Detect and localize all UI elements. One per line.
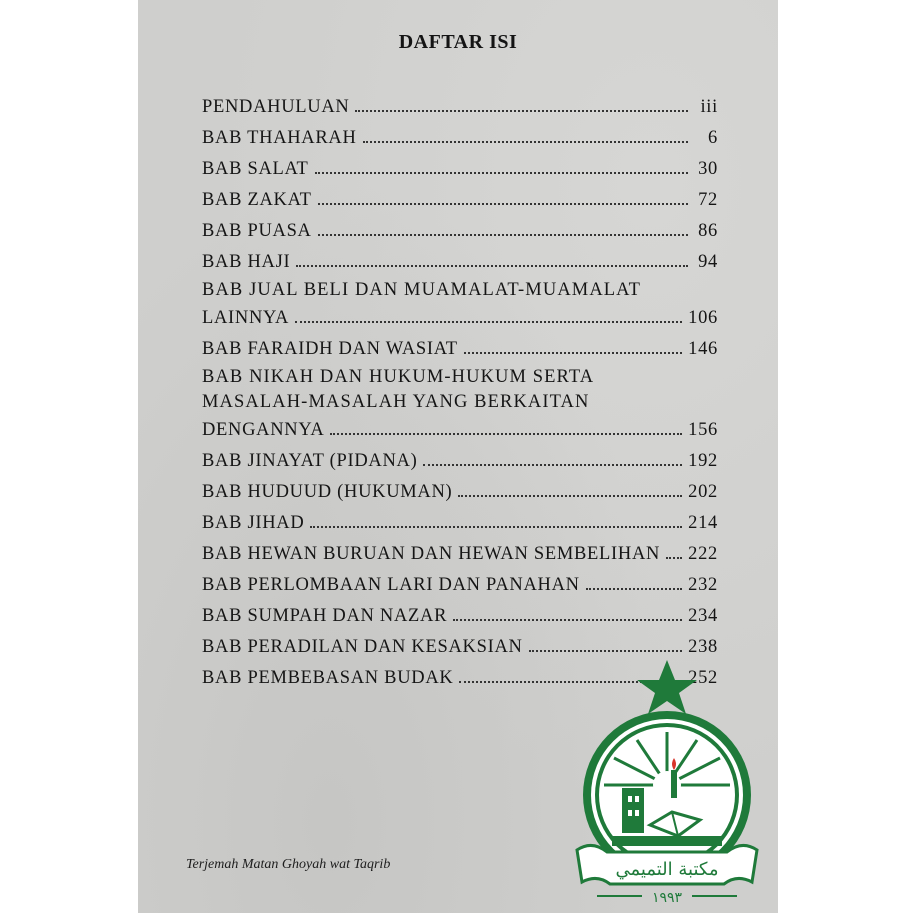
toc-page-number: 86 [698, 221, 718, 241]
toc-entry [202, 570, 718, 601]
table-of-contents [202, 92, 718, 694]
toc-entry-title: BAB PERADILAN DAN KESAKSIAN [202, 637, 523, 657]
toc-page-number: 238 [688, 637, 718, 657]
toc-entry-title-line: BAB JUAL BELI DAN MUAMALAT-MUAMALAT [202, 280, 641, 300]
toc-page-number: 192 [688, 451, 718, 471]
toc-entry-title: LAINNYA [202, 308, 290, 328]
toc-entry-title-line: MASALAH-MASALAH YANG BERKAITAN [202, 392, 590, 412]
star-icon [637, 660, 697, 714]
dot-leader [318, 203, 688, 205]
dot-leader [529, 650, 683, 652]
toc-entry-title: BAB PUASA [202, 221, 312, 241]
toc-entry [202, 539, 718, 570]
toc-entry [202, 477, 718, 508]
logo-year-text: ١٩٩٣ [651, 890, 683, 906]
toc-entry-title: BAB HEWAN BURUAN DAN HEWAN SEMBELIHAN [202, 544, 661, 564]
dot-leader [666, 557, 682, 559]
toc-entry-title: BAB ZAKAT [202, 190, 312, 210]
toc-entry-title: BAB FARAIDH DAN WASIAT [202, 339, 458, 359]
toc-entry-title: BAB PEMBEBASAN BUDAK [202, 668, 454, 688]
toc-entry-title: BAB HAJI [202, 252, 291, 272]
toc-page-number: 234 [688, 606, 718, 626]
toc-page-number: 106 [688, 308, 718, 328]
dot-leader [423, 464, 682, 466]
toc-page-number: 156 [688, 420, 718, 440]
toc-entry [202, 632, 718, 663]
toc-page-number: 146 [688, 339, 718, 359]
dot-leader [453, 619, 682, 621]
dot-leader [586, 588, 682, 590]
page-title: DAFTAR ISI [398, 31, 518, 53]
dot-leader [295, 321, 682, 323]
toc-entry [202, 601, 718, 632]
toc-page-number: 214 [688, 513, 718, 533]
toc-page-number: 252 [688, 668, 718, 688]
toc-page-number: iii [700, 97, 718, 117]
toc-entry [202, 334, 718, 365]
toc-entry-title: BAB SALAT [202, 159, 309, 179]
toc-page-number: 222 [688, 544, 718, 564]
toc-page-number: 94 [698, 252, 718, 272]
toc-entry-title-line: BAB NIKAH DAN HUKUM-HUKUM SERTA [202, 367, 595, 387]
toc-entry-title: BAB THAHARAH [202, 128, 357, 148]
toc-entry-title: BAB SUMPAH DAN NAZAR [202, 606, 448, 626]
logo-arabic-text: مكتبة التميمي [615, 859, 719, 880]
dot-leader [315, 172, 688, 174]
toc-entry [202, 216, 718, 247]
dot-leader [458, 495, 682, 497]
dot-leader [464, 352, 682, 354]
dot-leader [296, 265, 688, 267]
dot-leader [310, 526, 682, 528]
toc-entry [202, 154, 718, 185]
toc-entry [202, 508, 718, 539]
toc-entry-title: DENGANNYA [202, 420, 325, 440]
dot-leader [330, 433, 682, 435]
dot-leader [363, 141, 688, 143]
toc-entry-title: PENDAHULUAN [202, 97, 350, 117]
toc-page-number: 72 [698, 190, 718, 210]
toc-page-number: 202 [688, 482, 718, 502]
dot-leader [355, 110, 688, 112]
footer-book-title: Terjemah Matan Ghoyah wat Taqrib [186, 857, 391, 872]
toc-entry-title: BAB HUDUUD (HUKUMAN) [202, 482, 453, 502]
toc-entry-title: BAB PERLOMBAAN LARI DAN PANAHAN [202, 575, 580, 595]
toc-entry [202, 365, 718, 446]
toc-entry-title: BAB JIHAD [202, 513, 305, 533]
toc-entry [202, 278, 718, 334]
publisher-logo [572, 660, 762, 910]
toc-entry-title: BAB JINAYAT (PIDANA) [202, 451, 418, 471]
toc-entry [202, 123, 718, 154]
toc-entry [202, 446, 718, 477]
toc-page-number: 6 [708, 128, 718, 148]
toc-entry [202, 92, 718, 123]
dot-leader [318, 234, 688, 236]
toc-page-number: 30 [698, 159, 718, 179]
toc-entry [202, 185, 718, 216]
toc-entry [202, 247, 718, 278]
toc-page-number: 232 [688, 575, 718, 595]
